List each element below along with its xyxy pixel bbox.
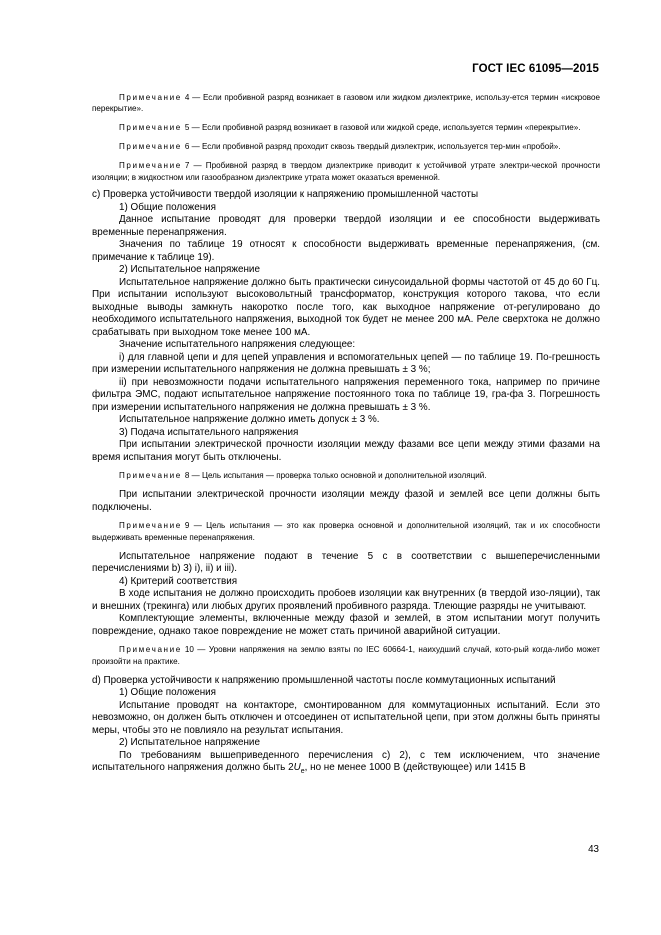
paragraph: Испытательное напряжение должно иметь допуск ± 3 %.	[119, 414, 380, 426]
note-label: Примечание	[119, 123, 182, 133]
paragraph: В ходе испытания не должно происходить пробоев изоляции как внутренних (в твердой изо-ляции), так и внешних (трекинга) или любых других проявлений пробивного разряда. Тлеющие разряды не учитывают.	[92, 588, 600, 612]
paragraph: Испытание проводят на контакторе, смонтированном для коммутационных испытаний. Если это невозможно, он должен быть отключен и отсоединен от испытательной цепи, при этом должны быть приняты меры, чтобы это не повлияло на результат испытания.	[92, 699, 600, 736]
note-label: Примечание	[119, 645, 182, 655]
note-text: 10 — Уровни напряжения на землю взяты по IEC 60664-1, наихудший случай, кото-рый когда-либо может произойти на практике.	[92, 645, 600, 666]
note-label: Примечание	[119, 161, 182, 171]
section-c-2-heading: 2) Испытательное напряжение	[119, 264, 260, 276]
note-label: Примечание	[119, 142, 182, 152]
note-9	[92, 520, 600, 543]
list-item-ii: ii) при невозможности подачи испытательного напряжения переменного тока, например по причине фильтра ЭМС, подают испытательное напряжение постоянного тока по таблице 19, гра-фа 3. Погрешность при измерении испытательного напряжения не должна превышать ± 3 %.	[92, 376, 600, 413]
note-text: 7 — Пробивной разряд в твердом диэлектрике приводит к устойчивой утрате электри-ческой прочности изоляции; в жидкостном или газообразном диэлектрике утрата может оказаться временной.	[92, 161, 600, 182]
note-5	[92, 122, 600, 133]
note-8	[92, 470, 600, 481]
paragraph: Данное испытание проводят для проверки твердой изоляции и ее способности выдерживать временные перенапряжения.	[92, 214, 600, 238]
section-c-4-heading: 4) Критерий соответствия	[119, 575, 238, 587]
note-4	[92, 92, 600, 115]
note-7	[92, 160, 600, 183]
note-label: Примечание	[119, 471, 182, 481]
page-content	[92, 92, 600, 779]
paragraph: Комплектующие элементы, включенные между фазой и землей, в этом испытании могут получить повреждение, однако такое повреждение не может стать причиной аварийной ситуации.	[92, 613, 600, 637]
note-label: Примечание	[119, 521, 182, 531]
section-d-title: d) Проверка устойчивости к напряжению промышленной частоты после коммутационных испытаний	[92, 674, 556, 686]
paragraph: При испытании электрической прочности изоляции между фазами все цепи между этими фазами на время испытания могут быть отключены.	[92, 439, 600, 463]
page-number: 43	[588, 844, 599, 855]
section-d-2-heading: 2) Испытательное напряжение	[119, 737, 260, 749]
note-text: 9 — Цель испытания — это как проверка основной и дополнительной изоляций, так и их способности выдерживать временные перенапряжения.	[92, 521, 600, 542]
section-c-title: c) Проверка устойчивости твердой изоляции к напряжению промышленной частоты	[92, 189, 479, 201]
standard-header: ГОСТ IEC 61095—2015	[472, 63, 599, 75]
note-label: Примечание	[119, 93, 182, 102]
paragraph: Испытательное напряжение подают в течение 5 с в соответствии с вышеперечисленными перечислениями b) 3) i), ii) и iii).	[92, 550, 600, 575]
note-text: 8 — Цель испытания — проверка только основной и дополнительной изоляций.	[184, 471, 487, 481]
list-item-i: i) для главной цепи и для цепей управления и вспомогательных цепей — по таблице 19. По-грешность при измерении испытательного напряжения не должна превышать ± 3 %;	[92, 351, 600, 376]
note-text: 6 — Если пробивной разряд проходит сквозь твердый диэлектрик, используется тер-мин «пробой».	[184, 142, 561, 152]
paragraph: При испытании электрической прочности изоляции между фазой и землей все цепи должны быть подключены.	[92, 489, 600, 513]
note-text: 4 — Если пробивной разряд возникает в газовом или жидком диэлектрике, использу-ется термин «искровое перекрытие».	[92, 93, 600, 114]
section-c-3-heading: 3) Подача испытательного напряжения	[119, 426, 299, 438]
note-10	[92, 644, 600, 667]
section-d-1-heading: 1) Общие положения	[119, 687, 217, 699]
note-text: 5 — Если пробивной разряд возникает в газовой или жидкой среде, используется термин «перекрытие».	[184, 123, 581, 133]
section-c-1-heading: 1) Общие положения	[119, 201, 217, 213]
paragraph: Значения по таблице 19 относят к способности выдерживать временные перенапряжения, (см. примечание к таблице 19).	[92, 239, 600, 263]
note-6	[92, 141, 600, 152]
paragraph: Значение испытательного напряжения следующее:	[119, 339, 356, 351]
paragraph: Испытательное напряжение должно быть практически синусоидальной формы частотой от 45 до 60 Гц. При испытании используют высоковольтный трансформатор, конструкция которого такова, что если выходные выводы замкнуть накоротко после того, как выходное напряжение от-регулировано до необходимого испытательного напряжения, выходной ток будет не менее 200 мА. Реле сверхтока не должно срабатывать при выходном токе менее 100 мА.	[92, 276, 600, 338]
paragraph: По требованиям вышеприведенного перечисления с) 2), с тем исключением, что значение испытательного напряжения должно быть $2U_e$, но не менее 1000 В (действующее) или 1415 В	[92, 749, 600, 775]
